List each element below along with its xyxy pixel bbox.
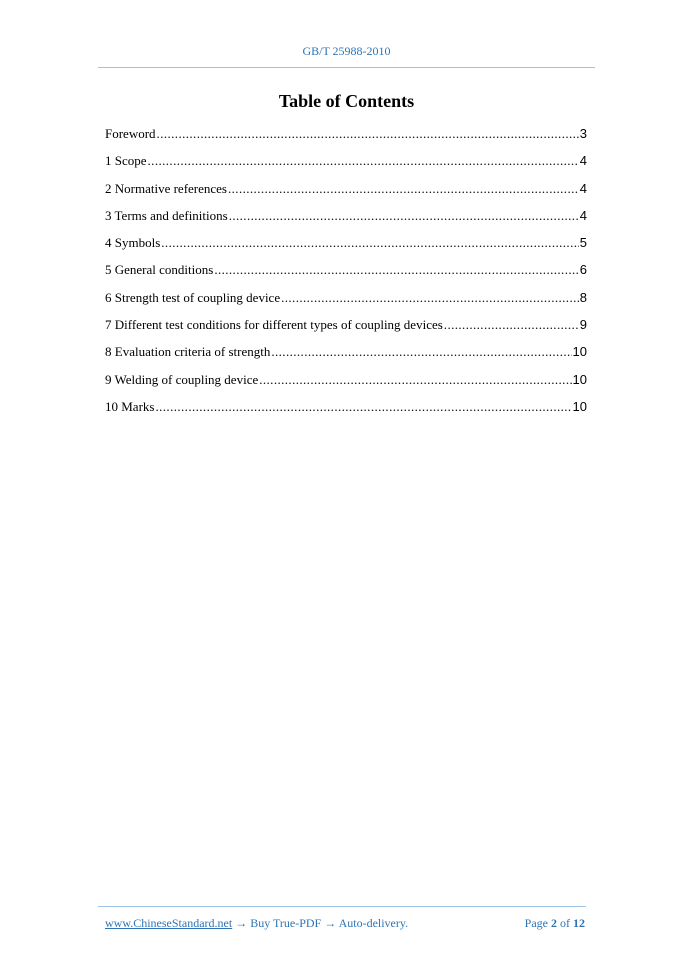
dot-leader xyxy=(148,153,579,169)
footer-promo xyxy=(105,916,408,931)
dot-leader xyxy=(214,262,578,278)
toc-entry-label: 7 Different test conditions for different types of coupling devices xyxy=(105,317,443,333)
toc-entry-strength-test[interactable] xyxy=(105,290,587,317)
toc-entry-page: 4 xyxy=(579,180,587,196)
toc-entry-page: 5 xyxy=(579,235,587,251)
dot-leader xyxy=(271,344,571,360)
table-of-contents xyxy=(105,126,587,426)
toc-entry-label: 5 General conditions xyxy=(105,262,214,278)
toc-entry-page: 6 xyxy=(579,262,587,278)
toc-entry-different-test-conditions[interactable] xyxy=(105,317,587,344)
toc-entry-label: 1 Scope xyxy=(105,153,147,169)
current-page-number: 2 xyxy=(551,916,557,930)
toc-entry-marks[interactable] xyxy=(105,399,587,426)
toc-entry-normative-references[interactable] xyxy=(105,181,587,208)
toc-entry-general-conditions[interactable] xyxy=(105,262,587,289)
toc-entry-label: 8 Evaluation criteria of strength xyxy=(105,344,271,360)
toc-entry-label: 9 Welding of coupling device xyxy=(105,371,259,387)
toc-entry-page: 3 xyxy=(579,126,587,141)
toc-entry-evaluation-criteria[interactable] xyxy=(105,344,587,371)
dot-leader xyxy=(229,208,579,224)
toc-entry-page: 8 xyxy=(579,289,587,305)
dot-leader xyxy=(259,372,571,388)
page-prefix: Page xyxy=(524,916,551,930)
toc-entry-welding[interactable] xyxy=(105,372,587,399)
page-header xyxy=(0,44,693,59)
toc-entry-page: 9 xyxy=(579,317,587,333)
toc-entry-label: 6 Strength test of coupling device xyxy=(105,289,281,305)
toc-entry-foreword[interactable] xyxy=(105,126,587,153)
page-of: of xyxy=(557,916,573,930)
toc-entry-page: 10 xyxy=(572,371,587,387)
toc-entry-page: 4 xyxy=(579,153,587,169)
dot-leader xyxy=(281,290,579,306)
dot-leader xyxy=(228,181,579,197)
page-indicator xyxy=(525,916,585,931)
dot-leader xyxy=(155,399,571,415)
dot-leader xyxy=(444,317,579,333)
toc-entry-label: Foreword xyxy=(105,126,156,141)
toc-entry-page: 4 xyxy=(579,207,587,223)
toc-entry-label: 3 Terms and definitions xyxy=(105,207,228,223)
toc-entry-label: 2 Normative references xyxy=(105,180,227,196)
header-divider xyxy=(98,67,595,68)
total-pages-number: 12 xyxy=(573,916,585,930)
toc-entry-page: 10 xyxy=(572,398,587,414)
toc-entry-scope[interactable] xyxy=(105,153,587,180)
promo-text: → Buy True-PDF → Auto-delivery. xyxy=(232,916,409,930)
toc-entry-label: 10 Marks xyxy=(105,398,155,414)
footer-divider xyxy=(98,906,586,907)
toc-entry-terms-and-definitions[interactable] xyxy=(105,208,587,235)
toc-entry-label: 4 Symbols xyxy=(105,235,161,251)
standard-id: GB/T 25988-2010 xyxy=(302,44,391,58)
page-footer xyxy=(105,916,585,931)
site-link[interactable]: www.ChineseStandard.net xyxy=(105,916,233,930)
dot-leader xyxy=(161,235,579,251)
toc-title: Table of Contents xyxy=(278,91,415,111)
dot-leader xyxy=(157,126,579,142)
toc-entry-page: 10 xyxy=(572,344,587,360)
toc-entry-symbols[interactable] xyxy=(105,235,587,262)
